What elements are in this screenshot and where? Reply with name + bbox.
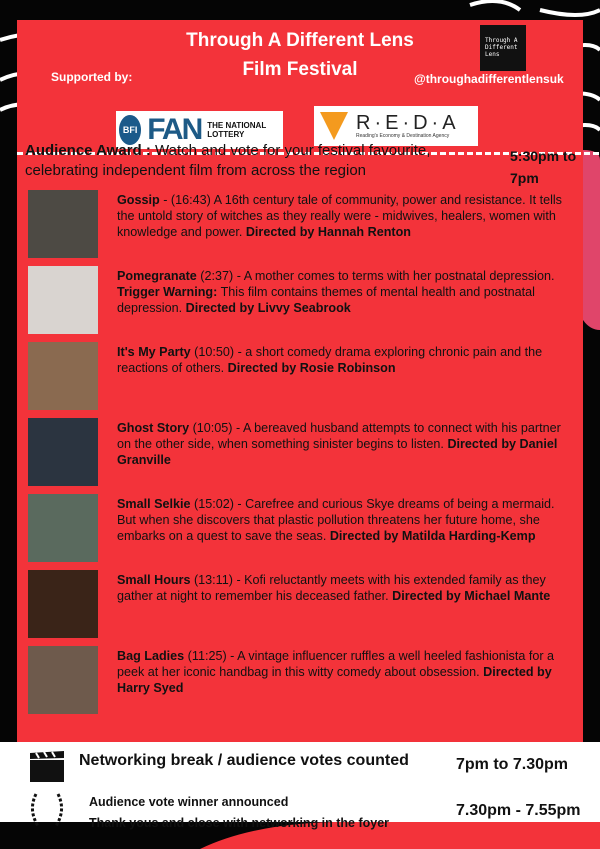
social-handle: @throughadifferentlensuk (414, 72, 564, 86)
film-description: It's My Party (10:50) - a short comedy drama exploring chronic pain and the reactions of others. Directed by Rosie Robinson (117, 345, 543, 375)
film-thumbnail (28, 266, 98, 334)
reda-mark: R·E·D·A (356, 112, 460, 134)
film-description: Small Selkie (15:02) - Carefree and curious Skye dreams of being a mermaid. But when she discovers that plastic pollution threatens her future home, she embarks on a quest to save the seas. Directed by Matilda Harding-Kemp (117, 497, 555, 543)
film-thumbnail (28, 342, 98, 410)
networking-break-text: Networking break / audience votes counted (79, 752, 409, 769)
film-entry (28, 266, 568, 336)
film-entry (28, 570, 568, 640)
film-thumbnail (28, 190, 98, 258)
film-description: Bag Ladies (11:25) - A vintage influencer ruffles a well heeled fashionista for a peek at her iconic handbag in this witty comedy about obsession. Directed by Harry Syed (117, 649, 555, 695)
film-entry (28, 342, 568, 412)
festival-panel (17, 20, 583, 742)
laurel-icon (26, 790, 68, 830)
closing-time: 7.30pm - 7.55pm (456, 802, 581, 819)
festival-logo: Through A Different Lens (480, 25, 526, 71)
film-entry (28, 190, 568, 260)
bfi-mark: BFI (119, 115, 141, 145)
film-description: Ghost Story (10:05) - A bereaved husband attempts to connect with his partner on the other side, when something sinister begins to listen. Directed by Daniel Granville (117, 421, 561, 467)
film-description: Gossip - (16:43) A 16th century tale of community, power and resistance. It tells the untold story of witches as they really were - midwives, healers, women with knowledge and power. Directed by Hannah Renton (117, 193, 562, 239)
networking-break-time: 7pm to 7.30pm (456, 756, 569, 773)
film-description: Small Hours (13:11) - Kofi reluctantly meets with his extended family as they gather at night to remember his deceased father. Directed by Michael Mante (117, 573, 551, 603)
fan-mark: FAN (147, 113, 202, 146)
film-thumbnail (28, 494, 98, 562)
supported-by-label: Supported by: (51, 70, 133, 84)
film-entry (28, 494, 568, 564)
reda-logo (314, 106, 478, 146)
reda-icon (320, 112, 348, 140)
film-entry (28, 646, 568, 716)
film-thumbnail (28, 570, 98, 638)
film-list (28, 190, 568, 716)
clapperboard-icon (28, 750, 66, 782)
schedule-band (0, 742, 600, 830)
audience-award-intro: Audience Award : Watch and vote for your festival favourite, celebrating independent film from across the region (25, 142, 431, 179)
audience-award-time: 5:30pm to 7pm (510, 148, 577, 186)
film-thumbnail (28, 418, 98, 486)
film-thumbnail (28, 646, 98, 714)
reda-subtitle: Reading's Economy & Destination Agency (356, 133, 450, 139)
festival-title: Through A Different Lens Film Festival (186, 30, 414, 80)
lottery-mark: THE NATIONAL LOTTERY (207, 121, 267, 139)
closing-text: Audience vote winner announced Thank yous and close with networking in the foyer (89, 795, 390, 830)
film-entry (28, 418, 568, 488)
film-description: Pomegranate (2:37) - A mother comes to terms with her postnatal depression. Trigger Warning: This film contains themes of mental health and postnatal depression. Directed by Livvy Seabrook (117, 269, 555, 315)
